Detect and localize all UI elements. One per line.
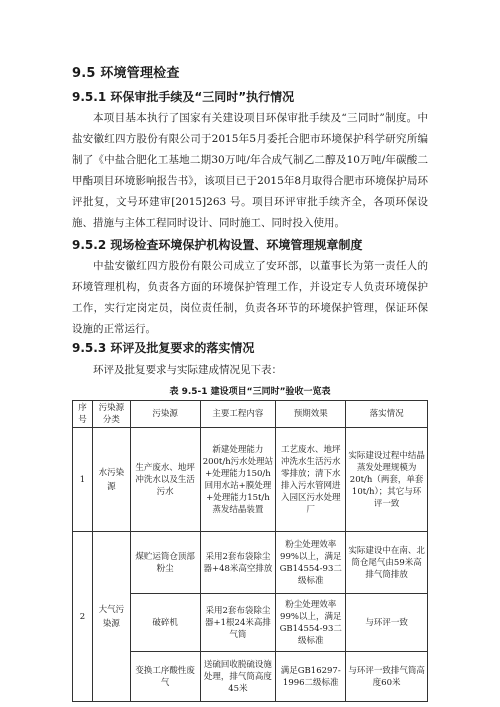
cell-effect: 满足GB16297-1996二级标准 [276,652,346,702]
cell-content: 新建处理能力200t/h污水处理站+处理能力150/h回用水站+膜处理+处理能力15t/h蒸发结晶装置 [200,428,276,532]
cell-content: 采用2套布袋除尘器+48米高空排放 [200,532,276,594]
header-source: 污染源 [130,401,200,428]
paragraph-approval: 本项目基本执行了国家有关建设项目环保审批手续及“三同时”制度。中盐安徽红四方股份有限公司于2015年5月委托合肥市环境保护科学研究所编制了《中盐合肥化工基地二期30万吨/年合成气制乙二醇及10万吨/年碳酸二甲酯项目环境影响报告书》，该项目已于2015年8月取得合肥市环境保护局环评批复，文号环建审[2015]263 号。项目环评审批手续齐全，各项环保设施、措施与主体工程同时设计、同时施工、同时投入使用。 [72,112,428,229]
table-caption: 表 9.5-1 建设项目“三同时”验收一览表 [169,387,331,397]
cell-effect: 工艺废水、地坪冲洗水生活污水零排放；清下水排入污水管网进入园区污水处理厂 [276,428,346,532]
cell-content: 送硫回收脱硫设施处理，排气筒高度45米 [200,652,276,702]
cell-status: 实际建设过程中结晶蒸发处理规模为20t/h（两套，单套10t/h）；其它与环评一致 [346,428,428,532]
table-row [73,428,428,532]
table-row [73,532,428,594]
cell-no: 2 [73,532,93,702]
subsection-heading-2: 9.5.2 现场检查环境保护机构设置、环境管理规章制度 [72,238,363,252]
acceptance-table [72,400,428,702]
cell-effect: 粉尘处理效率99%以上，满足GB14554-93二级标准 [276,594,346,652]
table-header-row [73,401,428,428]
cell-source: 变换工序酸性废气 [130,652,200,702]
header-status: 落实情况 [346,401,428,428]
header-effect: 预期效果 [276,401,346,428]
cell-content: 采用2套布袋除尘器+1根24米高排气筒 [200,594,276,652]
cell-status: 与环评一致 [346,594,428,652]
header-category: 污染源分类 [92,401,130,428]
paragraph-management: 中盐安徽红四方股份有限公司成立了安环部，以董事长为第一责任人的环境管理机构，负责各方面的环境保护管理工作，并设定专人负责环境保护工作，实行定岗定员，岗位责任制，负责各环节的环境保护管理，保证环保设施的正常运行。 [72,260,428,335]
cell-source: 破碎机 [130,594,200,652]
cell-effect: 粉尘处理效率99%以上，满足GB14554-93二级标准 [276,532,346,594]
cell-category: 大气污染源 [92,532,130,702]
subsection-heading-1: 9.5.1 环保审批手续及“三同时”执行情况 [72,90,295,104]
section-heading: 9.5 环境管理检查 [72,66,180,81]
cell-status: 实际建设中在南、北筒仓尾气由59米高排气筒排放 [346,532,428,594]
subsection-heading-3: 9.5.3 环评及批复要求的落实情况 [72,341,255,355]
header-content: 主要工程内容 [200,401,276,428]
cell-source: 生产废水、地坪冲洗水以及生活污水 [130,428,200,532]
cell-no: 1 [73,428,93,532]
cell-status: 与环评一致排气筒高度60米 [346,652,428,702]
cell-category: 水污染源 [92,428,130,532]
cell-source: 煤贮运筒仓顶部粉尘 [130,532,200,594]
paragraph-table-intro: 环评及批复要求与实际建成情况见下表： [93,364,282,376]
header-no: 序号 [73,401,93,428]
